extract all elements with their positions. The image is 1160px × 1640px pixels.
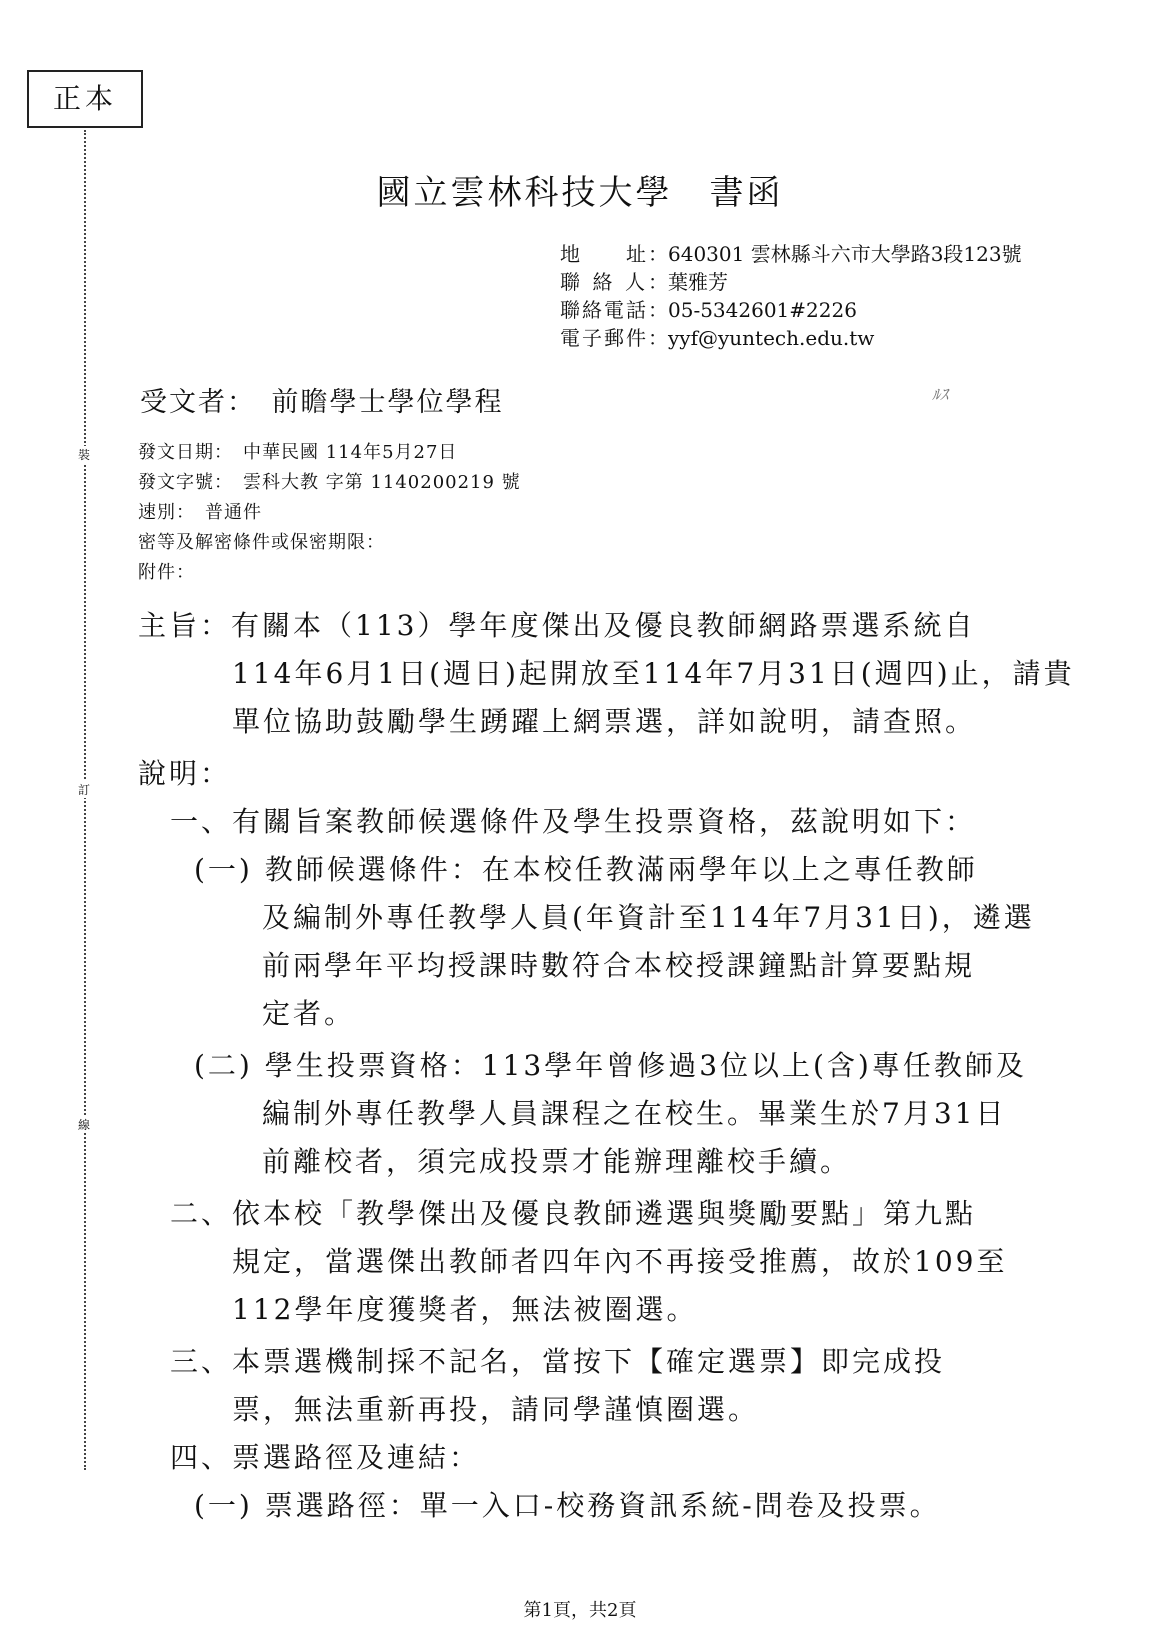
document-title: 國立雲林科技大學 書函 — [376, 173, 784, 213]
contact-address-value: 640301 雲林縣斗六市大學路3段123號 — [668, 242, 1022, 266]
explanation-item-4: 四、票選路徑及連結： — [170, 1441, 481, 1474]
contact-person — [560, 266, 728, 295]
contact-person-value: 葉雅芳 — [668, 270, 728, 294]
explanation-item-2: 二、依本校「教學傑出及優良教師遴選與獎勵要點」第九點 — [170, 1197, 977, 1230]
explanation-item-2-line-2: 規定，當選傑出教師者四年內不再接受推薦，故於109至 — [232, 1245, 1008, 1278]
contact-phone — [560, 294, 857, 323]
subject-line-2: 114年6月1日(週日)起開放至114年7月31日(週四)止，請貴 — [232, 657, 1075, 690]
handwritten-mark: ﾙｽ — [932, 385, 949, 404]
explanation-item-1-1-line-4: 定者。 — [262, 997, 356, 1030]
explanation-heading: 說明： — [138, 757, 232, 790]
page-number: 第1頁，共2頁 — [523, 1600, 637, 1621]
issue-date: 發文日期： 中華民國 114年5月27日 — [138, 442, 458, 463]
delivery-speed: 速別： 普通件 — [138, 502, 262, 523]
explanation-item-3-line-2: 票，無法重新再投，請同學謹慎圈選。 — [232, 1393, 760, 1426]
contact-email-value: yyf@yuntech.edu.tw — [668, 326, 875, 350]
explanation-item-1-2-line-2: 編制外專任教學人員課程之在校生。畢業生於7月31日 — [262, 1097, 1007, 1130]
secrecy-level: 密等及解密條件或保密期限： — [138, 532, 385, 553]
contact-person-label: 聯 絡 人： — [560, 270, 668, 294]
binding-mark-staple: 訂 — [74, 781, 94, 798]
explanation-item-1-1: (一) 教師候選條件：在本校任教滿兩學年以上之專任教師 — [194, 853, 978, 886]
original-copy-stamp: 正本 — [27, 70, 143, 128]
binding-mark-bind: 裝 — [74, 446, 94, 463]
explanation-item-4-1: (一) 票選路徑：單一入口-校務資訊系統-問卷及投票。 — [194, 1489, 941, 1522]
explanation-item-1-2-line-3: 前離校者，須完成投票才能辦理離校手續。 — [262, 1145, 852, 1178]
explanation-item-2-line-3: 112學年度獲獎者，無法被圈選。 — [232, 1293, 698, 1326]
document-number: 發文字號： 雲科大教 字第 1140200219 號 — [138, 472, 521, 493]
contact-email — [560, 322, 874, 351]
explanation-item-1-1-line-2: 及編制外專任教學人員(年資計至114年7月31日)，遴選 — [262, 901, 1035, 934]
attachments: 附件： — [138, 562, 195, 583]
explanation-item-3: 三、本票選機制採不記名，當按下【確定選票】即完成投 — [170, 1345, 946, 1378]
explanation-item-1: 一、有關旨案教師候選條件及學生投票資格，茲說明如下： — [170, 805, 977, 838]
explanation-item-1-1-line-3: 前兩學年平均授課時數符合本校授課鐘點計算要點規 — [262, 949, 976, 982]
recipient: 受文者： 前瞻學士學位學程 — [140, 387, 504, 418]
contact-address-label: 地 址： — [560, 242, 668, 266]
subject-line-3: 單位協助鼓勵學生踴躍上網票選，詳如說明，請查照。 — [232, 705, 977, 738]
explanation-item-1-2: (二) 學生投票資格：113學年曾修過3位以上(含)專任教師及 — [194, 1049, 1027, 1082]
contact-phone-label: 聯絡電話： — [560, 298, 668, 322]
binding-mark-line: 線 — [74, 1116, 94, 1133]
contact-address — [560, 238, 1022, 267]
contact-phone-value: 05-5342601#2226 — [668, 298, 857, 322]
binding-line — [84, 130, 86, 1470]
subject-line-1: 主旨：有關本（113）學年度傑出及優良教師網路票選系統自 — [138, 609, 976, 642]
contact-email-label: 電子郵件： — [560, 326, 668, 350]
